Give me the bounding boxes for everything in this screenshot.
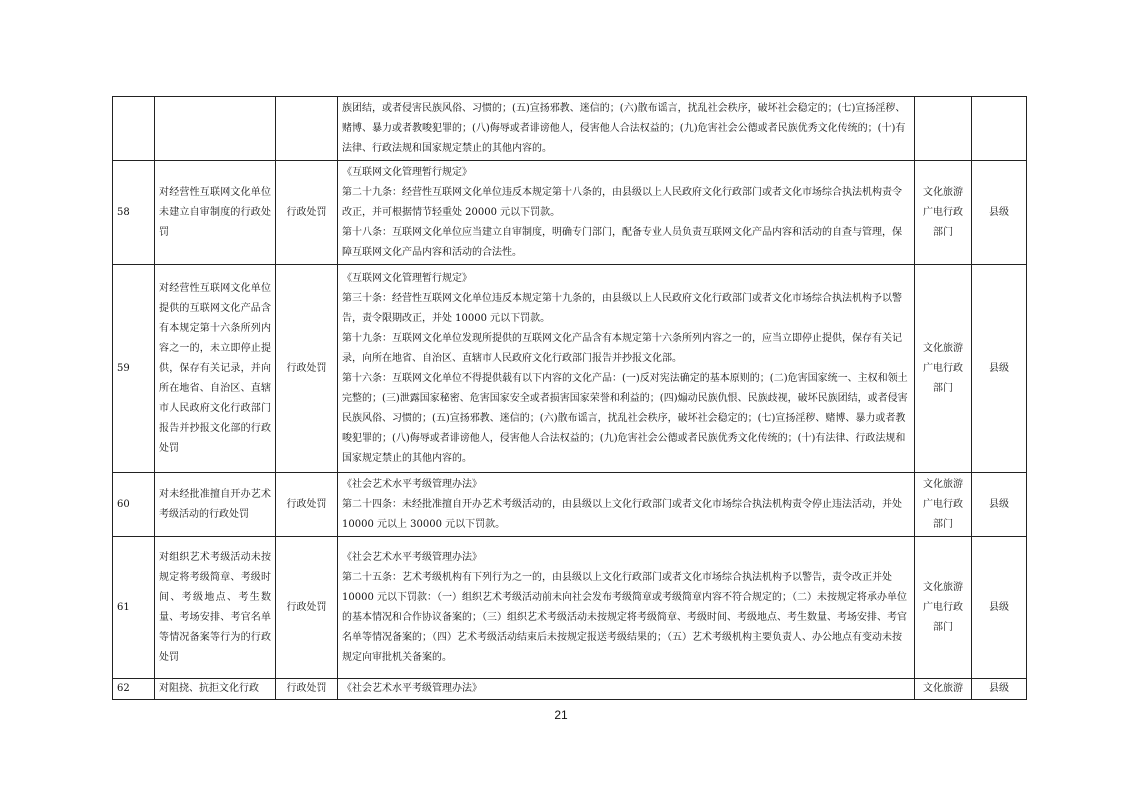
table-row xyxy=(113,265,1027,473)
legal-basis-paragraph: 《社会艺术水平考级管理办法》 xyxy=(342,551,482,563)
item-name-cell: 对经营性互联网文化单位提供的互联网文化产品含有本规定第十六条所列内容之一的，未立即停止提供，保存有关记录，并向所在地省、自治区、直辖市人民政府文化行政部门报告并抄报文化部的行政处罚 xyxy=(155,265,276,473)
legal-basis-paragraph: 族团结，或者侵害民族风俗、习惯的；(五)宣扬邪教、迷信的；(六)散布谣言，扰乱社会秩序，破坏社会稳定的；(七)宣扬淫秽、赌博、暴力或者教唆犯罪的；(八)侮辱或者诽谤他人，侵害他人合法权益的；(九)危害社会公德或者民族优秀文化传统的；(十)有法律、行政法规和国家规定禁止的其他内容的。 xyxy=(342,102,906,154)
department-cell: 文化旅游广电行政部门 xyxy=(915,161,972,265)
legal-basis-paragraph: 第十六条：互联网文化单位不得提供载有以下内容的文化产品：(一)反对宪法确定的基本原则的；(二)危害国家统一、主权和领土完整的；(三)泄露国家秘密、危害国家安全或者损害国家荣誉和利益的；(四)煽动民族仇恨、民族歧视，破坏民族团结，或者侵害民族风俗、习惯的；(五)宣扬邪教、迷信的；(六)散布谣言，扰乱社会秩序，破坏社会稳定的；(七)宣扬淫秽、赌博、暴力或者教唆犯罪的；(八)侮辱或者诽谤他人，侵害他人合法权益的；(九)危害社会公德或者民族优秀文化传统的；(十)有法律、行政法规和国家规定禁止的其他内容的。 xyxy=(342,372,908,464)
penalty-type-cell: 行政处罚 xyxy=(276,265,338,473)
department-cell: 文化旅游 xyxy=(915,679,972,700)
level-cell: 县级 xyxy=(972,265,1027,473)
item-name-cell: 对阻挠、抗拒文化行政 xyxy=(155,679,276,700)
legal-basis-cell xyxy=(338,161,915,265)
row-number-cell: 58 xyxy=(113,161,155,265)
level-cell: 县级 xyxy=(972,473,1027,537)
department-cell: 文化旅游广电行政部门 xyxy=(915,265,972,473)
legal-basis-paragraph: 第十八条：互联网文化单位应当建立自审制度，明确专门部门，配备专业人员负责互联网文化产品内容和活动的自查与管理，保障互联网文化产品内容和活动的合法性。 xyxy=(342,226,902,258)
legal-basis-paragraph: 第二十九条：经营性互联网文化单位违反本规定第十八条的，由县级以上人民政府文化行政部门或者文化市场综合执法机构责令改正，并可根据情节轻重处 20000 元以下罚款。 xyxy=(342,186,902,218)
page-number: 21 xyxy=(554,708,568,722)
legal-basis-paragraph: 第二十四条：未经批准擅自开办艺术考级活动的，由县级以上文化行政部门或者文化市场综合执法机构责令停止违法活动，并处 10000 元以上 30000 元以下罚款。 xyxy=(342,498,902,530)
level-cell xyxy=(972,97,1027,161)
legal-basis-paragraph: 《互联网文化管理暂行规定》 xyxy=(342,272,472,284)
penalty-type-cell: 行政处罚 xyxy=(276,537,338,679)
item-name-cell: 对经营性互联网文化单位未建立自审制度的行政处罚 xyxy=(155,161,276,265)
penalty-type-cell: 行政处罚 xyxy=(276,161,338,265)
penalty-type-cell xyxy=(276,97,338,161)
legal-basis-paragraph: 第十九条：互联网文化单位发现所提供的互联网文化产品含有本规定第十六条所列内容之一的，应当立即停止提供，保存有关记录，向所在地省、自治区、直辖市人民政府文化行政部门报告并抄报文化部。 xyxy=(342,332,902,364)
department-cell: 文化旅游广电行政部门 xyxy=(915,473,972,537)
level-cell: 县级 xyxy=(972,537,1027,679)
row-number-cell: 60 xyxy=(113,473,155,537)
legal-basis-paragraph: 《社会艺术水平考级管理办法》 xyxy=(342,683,482,694)
row-number-cell xyxy=(113,97,155,161)
department-cell: 文化旅游广电行政部门 xyxy=(915,537,972,679)
level-cell: 县级 xyxy=(972,679,1027,700)
legal-basis-paragraph: 《社会艺术水平考级管理办法》 xyxy=(342,478,482,490)
legal-basis-cell xyxy=(338,265,915,473)
table-row xyxy=(113,161,1027,265)
table-row xyxy=(113,97,1027,161)
row-number-cell: 62 xyxy=(113,679,155,700)
row-number-cell: 61 xyxy=(113,537,155,679)
department-cell xyxy=(915,97,972,161)
item-name-cell: 对未经批准擅自开办艺术考级活动的行政处罚 xyxy=(155,473,276,537)
item-name-cell: 对组织艺术考级活动未按规定将考级简章、考级时间、考级地点、考生数量、考场安排、考官名单等情况备案等行为的行政处罚 xyxy=(155,537,276,679)
row-number-cell: 59 xyxy=(113,265,155,473)
legal-basis-cell xyxy=(338,473,915,537)
legal-basis-paragraph: 第三十条：经营性互联网文化单位违反本规定第十九条的，由县级以上人民政府文化行政部门或者文化市场综合执法机构予以警告，责令限期改正，并处 10000 元以下罚款。 xyxy=(342,292,902,324)
legal-basis-cell xyxy=(338,679,915,700)
penalty-type-cell: 行政处罚 xyxy=(276,679,338,700)
legal-basis-paragraph: 第二十五条：艺术考级机构有下列行为之一的，由县级以上文化行政部门或者文化市场综合执法机构予以警告，责令改正并处 10000 元以下罚款：（一）组织艺术考级活动前未向社会发布考级简章或考级简章内容不符合规定的；（二）未按规定将承办单位的基本情况和合作协议备案的；（三）组织艺术考级活动未按规定将考级简章、考级时间、考级地点、考生数量、考场安排、考官名单等情况备案的；（四）艺术考级活动结束后未按规定报送考级结果的；（五）艺术考级机构主要负责人、办公地点有变动未按规定向审批机关备案的。 xyxy=(342,571,907,663)
table-row xyxy=(113,537,1027,679)
legal-basis-cell xyxy=(338,97,915,161)
legal-basis-cell xyxy=(338,537,915,679)
item-name-cell xyxy=(155,97,276,161)
penalty-type-cell: 行政处罚 xyxy=(276,473,338,537)
table-row xyxy=(113,679,1027,700)
penalty-items-table xyxy=(112,96,1027,700)
table-row xyxy=(113,473,1027,537)
table-body xyxy=(113,97,1027,700)
legal-basis-paragraph: 《互联网文化管理暂行规定》 xyxy=(342,166,472,178)
level-cell: 县级 xyxy=(972,161,1027,265)
